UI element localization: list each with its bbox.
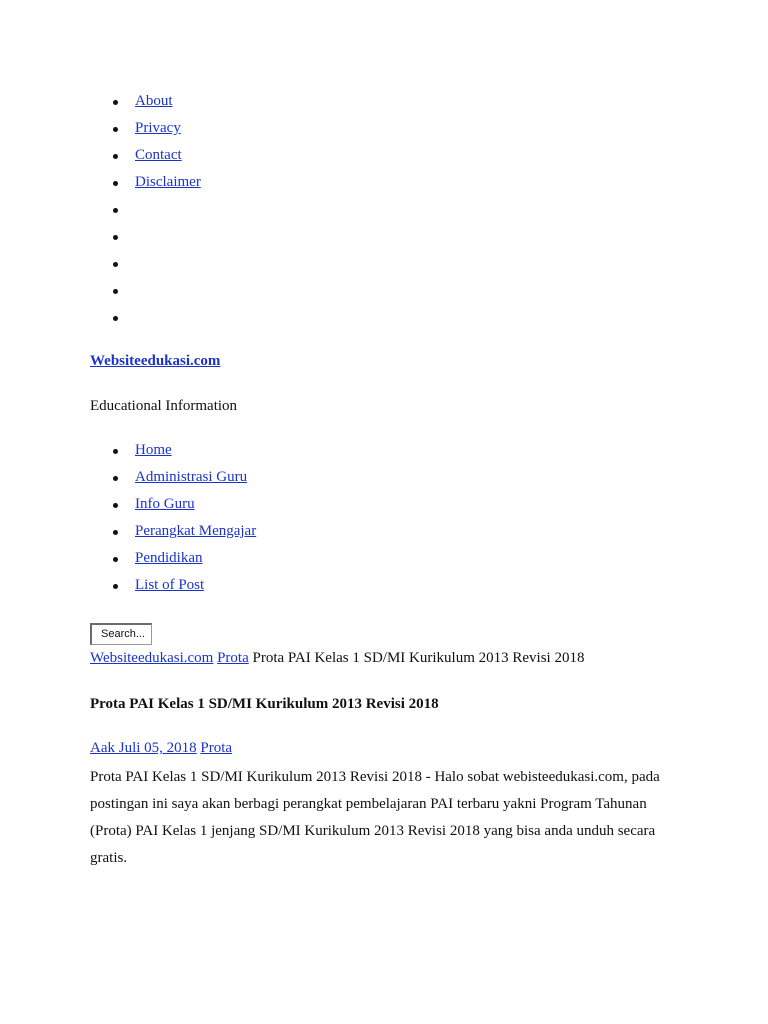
bullet-icon bbox=[113, 289, 118, 294]
main-nav-item-list-of-post bbox=[113, 575, 256, 602]
contact-link[interactable]: Contact bbox=[135, 147, 182, 163]
top-nav-item-empty bbox=[113, 253, 201, 280]
main-nav-item-perangkat-mengajar bbox=[113, 521, 256, 548]
bullet-icon bbox=[113, 208, 118, 213]
bullet-icon bbox=[113, 154, 118, 159]
bullet-icon bbox=[113, 476, 118, 481]
top-nav-item-about bbox=[113, 91, 201, 118]
top-nav-item-privacy bbox=[113, 118, 201, 145]
privacy-link[interactable]: Privacy bbox=[135, 120, 181, 136]
bullet-icon bbox=[113, 503, 118, 508]
bullet-icon bbox=[113, 557, 118, 562]
home-link[interactable]: Home bbox=[135, 442, 172, 458]
breadcrumb-current: Prota PAI Kelas 1 SD/MI Kurikulum 2013 Revisi 2018 bbox=[252, 650, 585, 666]
bullet-icon bbox=[113, 316, 118, 321]
bullet-icon bbox=[113, 100, 118, 105]
administrasi-guru-link[interactable]: Administrasi Guru bbox=[135, 469, 248, 485]
bullet-icon bbox=[113, 530, 118, 535]
bullet-icon bbox=[113, 262, 118, 267]
post-author-date-link[interactable]: Aak Juli 05, 2018 bbox=[90, 740, 197, 756]
post-category-link[interactable]: Prota bbox=[200, 740, 233, 756]
pendidikan-link[interactable]: Pendidikan bbox=[135, 550, 203, 566]
top-nav-item-disclaimer bbox=[113, 172, 201, 199]
top-nav-item-empty bbox=[113, 199, 201, 226]
breadcrumb-home-link[interactable]: Websiteedukasi.com bbox=[90, 650, 214, 666]
list-of-post-link[interactable]: List of Post bbox=[135, 577, 205, 593]
perangkat-mengajar-link[interactable]: Perangkat Mengajar bbox=[135, 523, 257, 539]
disclaimer-link[interactable]: Disclaimer bbox=[135, 174, 201, 190]
main-nav-item-home bbox=[113, 440, 256, 467]
main-nav-item-info-guru bbox=[113, 494, 256, 521]
site-title bbox=[90, 351, 220, 371]
main-nav-item-administrasi-guru bbox=[113, 467, 256, 494]
about-link[interactable]: About bbox=[135, 93, 173, 109]
bullet-icon bbox=[113, 584, 118, 589]
bullet-icon bbox=[113, 235, 118, 240]
post-meta bbox=[90, 738, 232, 758]
top-nav-item-contact bbox=[113, 145, 201, 172]
search-input[interactable]: Search... bbox=[90, 623, 152, 645]
post-title: Prota PAI Kelas 1 SD/MI Kurikulum 2013 Revisi 2018 bbox=[90, 696, 439, 712]
site-title-link[interactable]: Websiteedukasi.com bbox=[90, 353, 221, 369]
breadcrumb bbox=[90, 648, 584, 668]
bullet-icon bbox=[113, 127, 118, 132]
top-nav bbox=[113, 91, 201, 334]
top-nav-item-empty bbox=[113, 307, 201, 334]
bullet-icon bbox=[113, 181, 118, 186]
post-body: Prota PAI Kelas 1 SD/MI Kurikulum 2013 Revisi 2018 - Halo sobat webisteedukasi.com, pada postingan ini saya akan berbagi perangkat pembelajaran PAI terbaru yakni Program Tahunan (Prota) PAI Kelas 1 jenjang SD/MI Kurikulum 2013 Revisi 2018 yang bisa anda unduh secara gratis. bbox=[90, 769, 660, 866]
top-nav-item-empty bbox=[113, 280, 201, 307]
main-nav-item-pendidikan bbox=[113, 548, 256, 575]
info-guru-link[interactable]: Info Guru bbox=[135, 496, 195, 512]
breadcrumb-category-link[interactable]: Prota bbox=[217, 650, 249, 666]
main-nav bbox=[113, 440, 256, 602]
site-description: Educational Information bbox=[90, 398, 238, 414]
top-nav-item-empty bbox=[113, 226, 201, 253]
bullet-icon bbox=[113, 449, 118, 454]
